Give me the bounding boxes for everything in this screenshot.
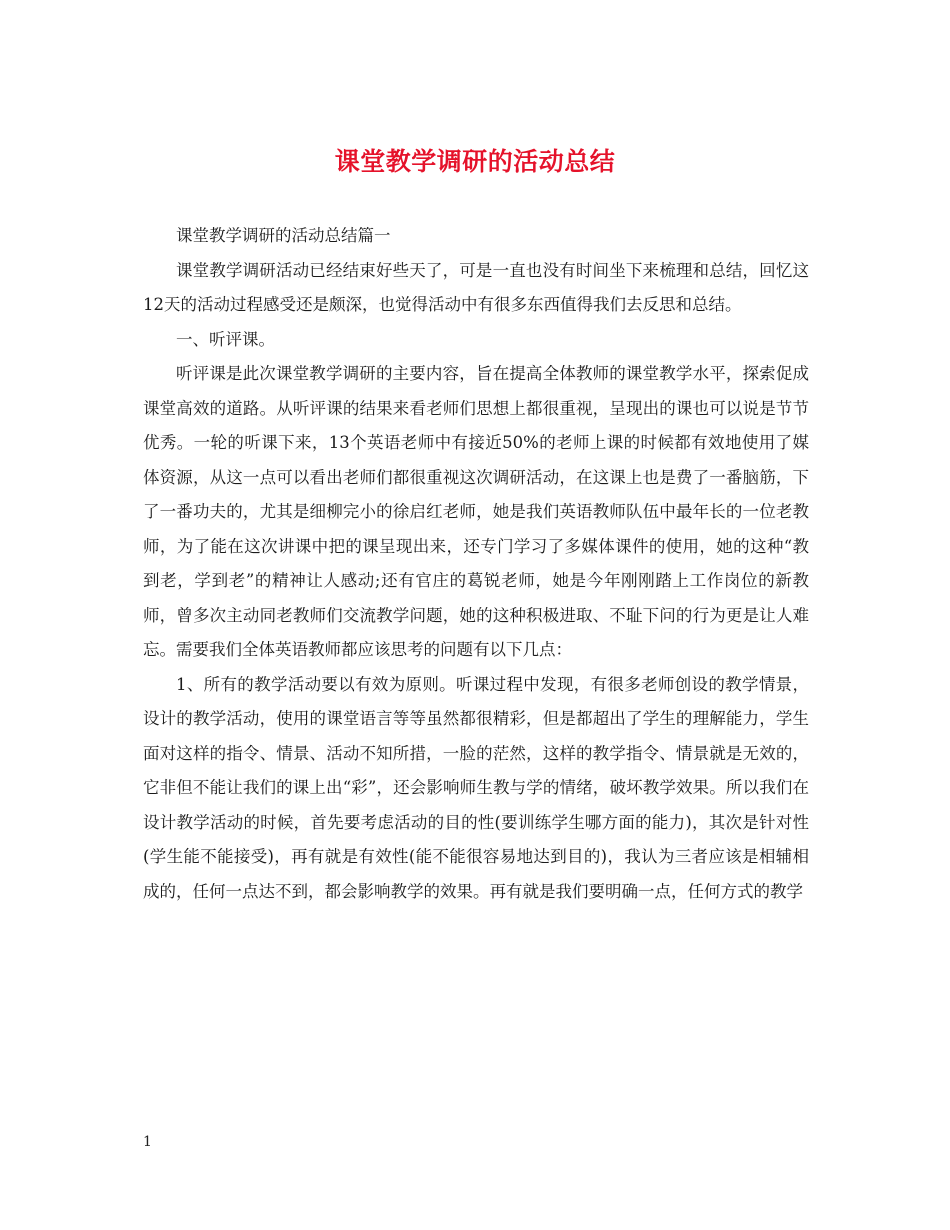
document-title: 课堂教学调研的活动总结: [334, 147, 616, 176]
paragraph-point-one: 1、所有的教学活动要以有效为原则。听课过程中发现，有很多老师创设的教学情景，设计的教学活动，使用的课堂语言等等虽然都很精彩，但是都超出了学生的理解能力，学生面对这样的指令、情景、活动不知所措，一脸的茫然，这样的教学指令、情景就是无效的，它非但不能让我们的课上出“彩”，还会影响师生教与学的情绪，破坏教学效果。所以我们在设计教学活动的时候，首先要考虑活动的目的性(要训练学生哪方面的能力)，其次是针对性(学生能不能接受)，再有就是有效性(能不能很容易地达到目的)，我认为三者应该是相辅相成的，任何一点达不到，都会影响教学的效果。再有就是我们要明确一点，任何方式的教学: [143, 674, 809, 901]
paragraph-subtitle: 课堂教学调研的活动总结篇一: [176, 226, 391, 245]
paragraph-section-heading: 一、听评课。: [176, 329, 275, 349]
page-number: 1: [143, 1134, 152, 1150]
document-body: [143, 219, 809, 909]
paragraph-listening-evaluation: 听评课是此次课堂教学调研的主要内容，旨在提高全体教师的课堂教学水平，探索促成课堂高效的道路。从听评课的结果来看老师们思想上都很重视，呈现出的课也可以说是节节优秀。一轮的听课下来，13个英语老师中有接近50%的老师上课的时候都有效地使用了媒体资源，从这一点可以看出老师们都很重视这次调研活动，在这课上也是费了一番脑筋，下了一番功夫的，尤其是细柳完小的徐启红老师，她是我们英语教师队伍中最年长的一位老教师，为了能在这次讲课中把的课呈现出来，还专门学习了多媒体课件的使用，她的这种“教到老，学到老”的精神让人感动;还有官庄的葛锐老师，她是今年刚刚踏上工作岗位的新教师，曾多次主动同老教师们交流教学问题，她的这种积极进取、不耻下问的行为更是让人难忘。需要我们全体英语教师都应该思考的问题有以下几点：: [143, 364, 809, 659]
paragraph-intro: 课堂教学调研活动已经结束好些天了，可是一直也没有时间坐下来梳理和总结，回忆这12天的活动过程感受还是颇深，也觉得活动中有很多东西值得我们去反思和总结。: [143, 260, 809, 314]
